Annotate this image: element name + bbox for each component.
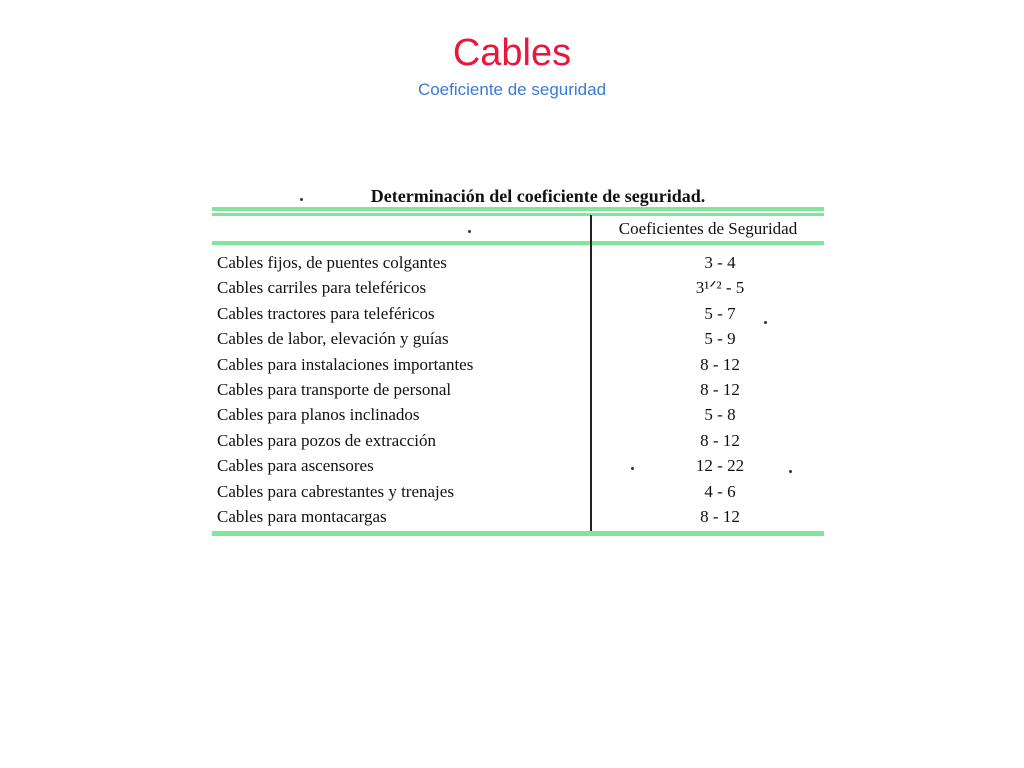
table-top-rule xyxy=(212,207,824,211)
table-row xyxy=(212,453,824,478)
row-value: 3 - 4 xyxy=(704,253,736,272)
row-label: Cables para cabrestantes y trenajes xyxy=(217,481,454,501)
row-label: Cables para planos inclinados xyxy=(217,405,420,425)
row-value: 12 - 22 xyxy=(695,456,745,476)
row-label: Cables para transporte de personal xyxy=(217,379,452,399)
row-value: 8 - 12 xyxy=(700,379,740,399)
table-header-rule xyxy=(212,241,824,245)
table-row xyxy=(212,504,824,529)
slide-subtitle: Coeficiente de seguridad xyxy=(417,80,607,99)
row-label: Cables para instalaciones importantes xyxy=(217,354,474,374)
table-row xyxy=(212,250,824,275)
table-body xyxy=(212,250,824,529)
row-value: 8 - 12 xyxy=(700,506,740,526)
table-caption: Determinación del coeficiente de seguridad. xyxy=(370,186,706,206)
column-header: Coeficientes de Seguridad xyxy=(618,219,798,238)
row-value: 3¹ᐟ² - 5 xyxy=(695,278,745,298)
row-value: 8 - 12 xyxy=(700,354,740,374)
row-label: Cables de labor, elevación y guías xyxy=(217,329,449,349)
table-row xyxy=(212,479,824,504)
scan-speck xyxy=(631,467,634,470)
safety-coefficient-table xyxy=(212,178,824,540)
row-value: 5 - 9 xyxy=(704,329,736,349)
row-label: Cables para montacargas xyxy=(217,506,387,526)
table-top-rule-secondary xyxy=(212,213,824,216)
table-row xyxy=(212,402,824,427)
row-label: Cables tractores para teleféricos xyxy=(217,303,435,323)
table-row xyxy=(212,428,824,453)
row-value: 8 - 12 xyxy=(700,430,740,450)
table-bottom-rule xyxy=(212,531,824,536)
row-value: 4 - 6 xyxy=(704,481,736,501)
row-label: Cables fijos, de puentes colgantes xyxy=(217,253,447,272)
table-row xyxy=(212,377,824,402)
row-label: Cables para pozos de extracción xyxy=(217,430,437,450)
table-row xyxy=(212,352,824,377)
scan-speck xyxy=(789,470,792,473)
scan-speck xyxy=(764,321,767,324)
scan-speck xyxy=(300,198,303,201)
slide-title: Cables xyxy=(452,32,572,74)
row-label: Cables carriles para teleféricos xyxy=(217,278,427,298)
table-row xyxy=(212,326,824,351)
row-value: 5 - 8 xyxy=(704,405,736,425)
table-row xyxy=(212,275,824,300)
row-label: Cables para ascensores xyxy=(217,456,374,476)
table-row xyxy=(212,301,824,326)
row-value: 5 - 7 xyxy=(704,303,736,323)
scan-speck xyxy=(468,230,471,233)
